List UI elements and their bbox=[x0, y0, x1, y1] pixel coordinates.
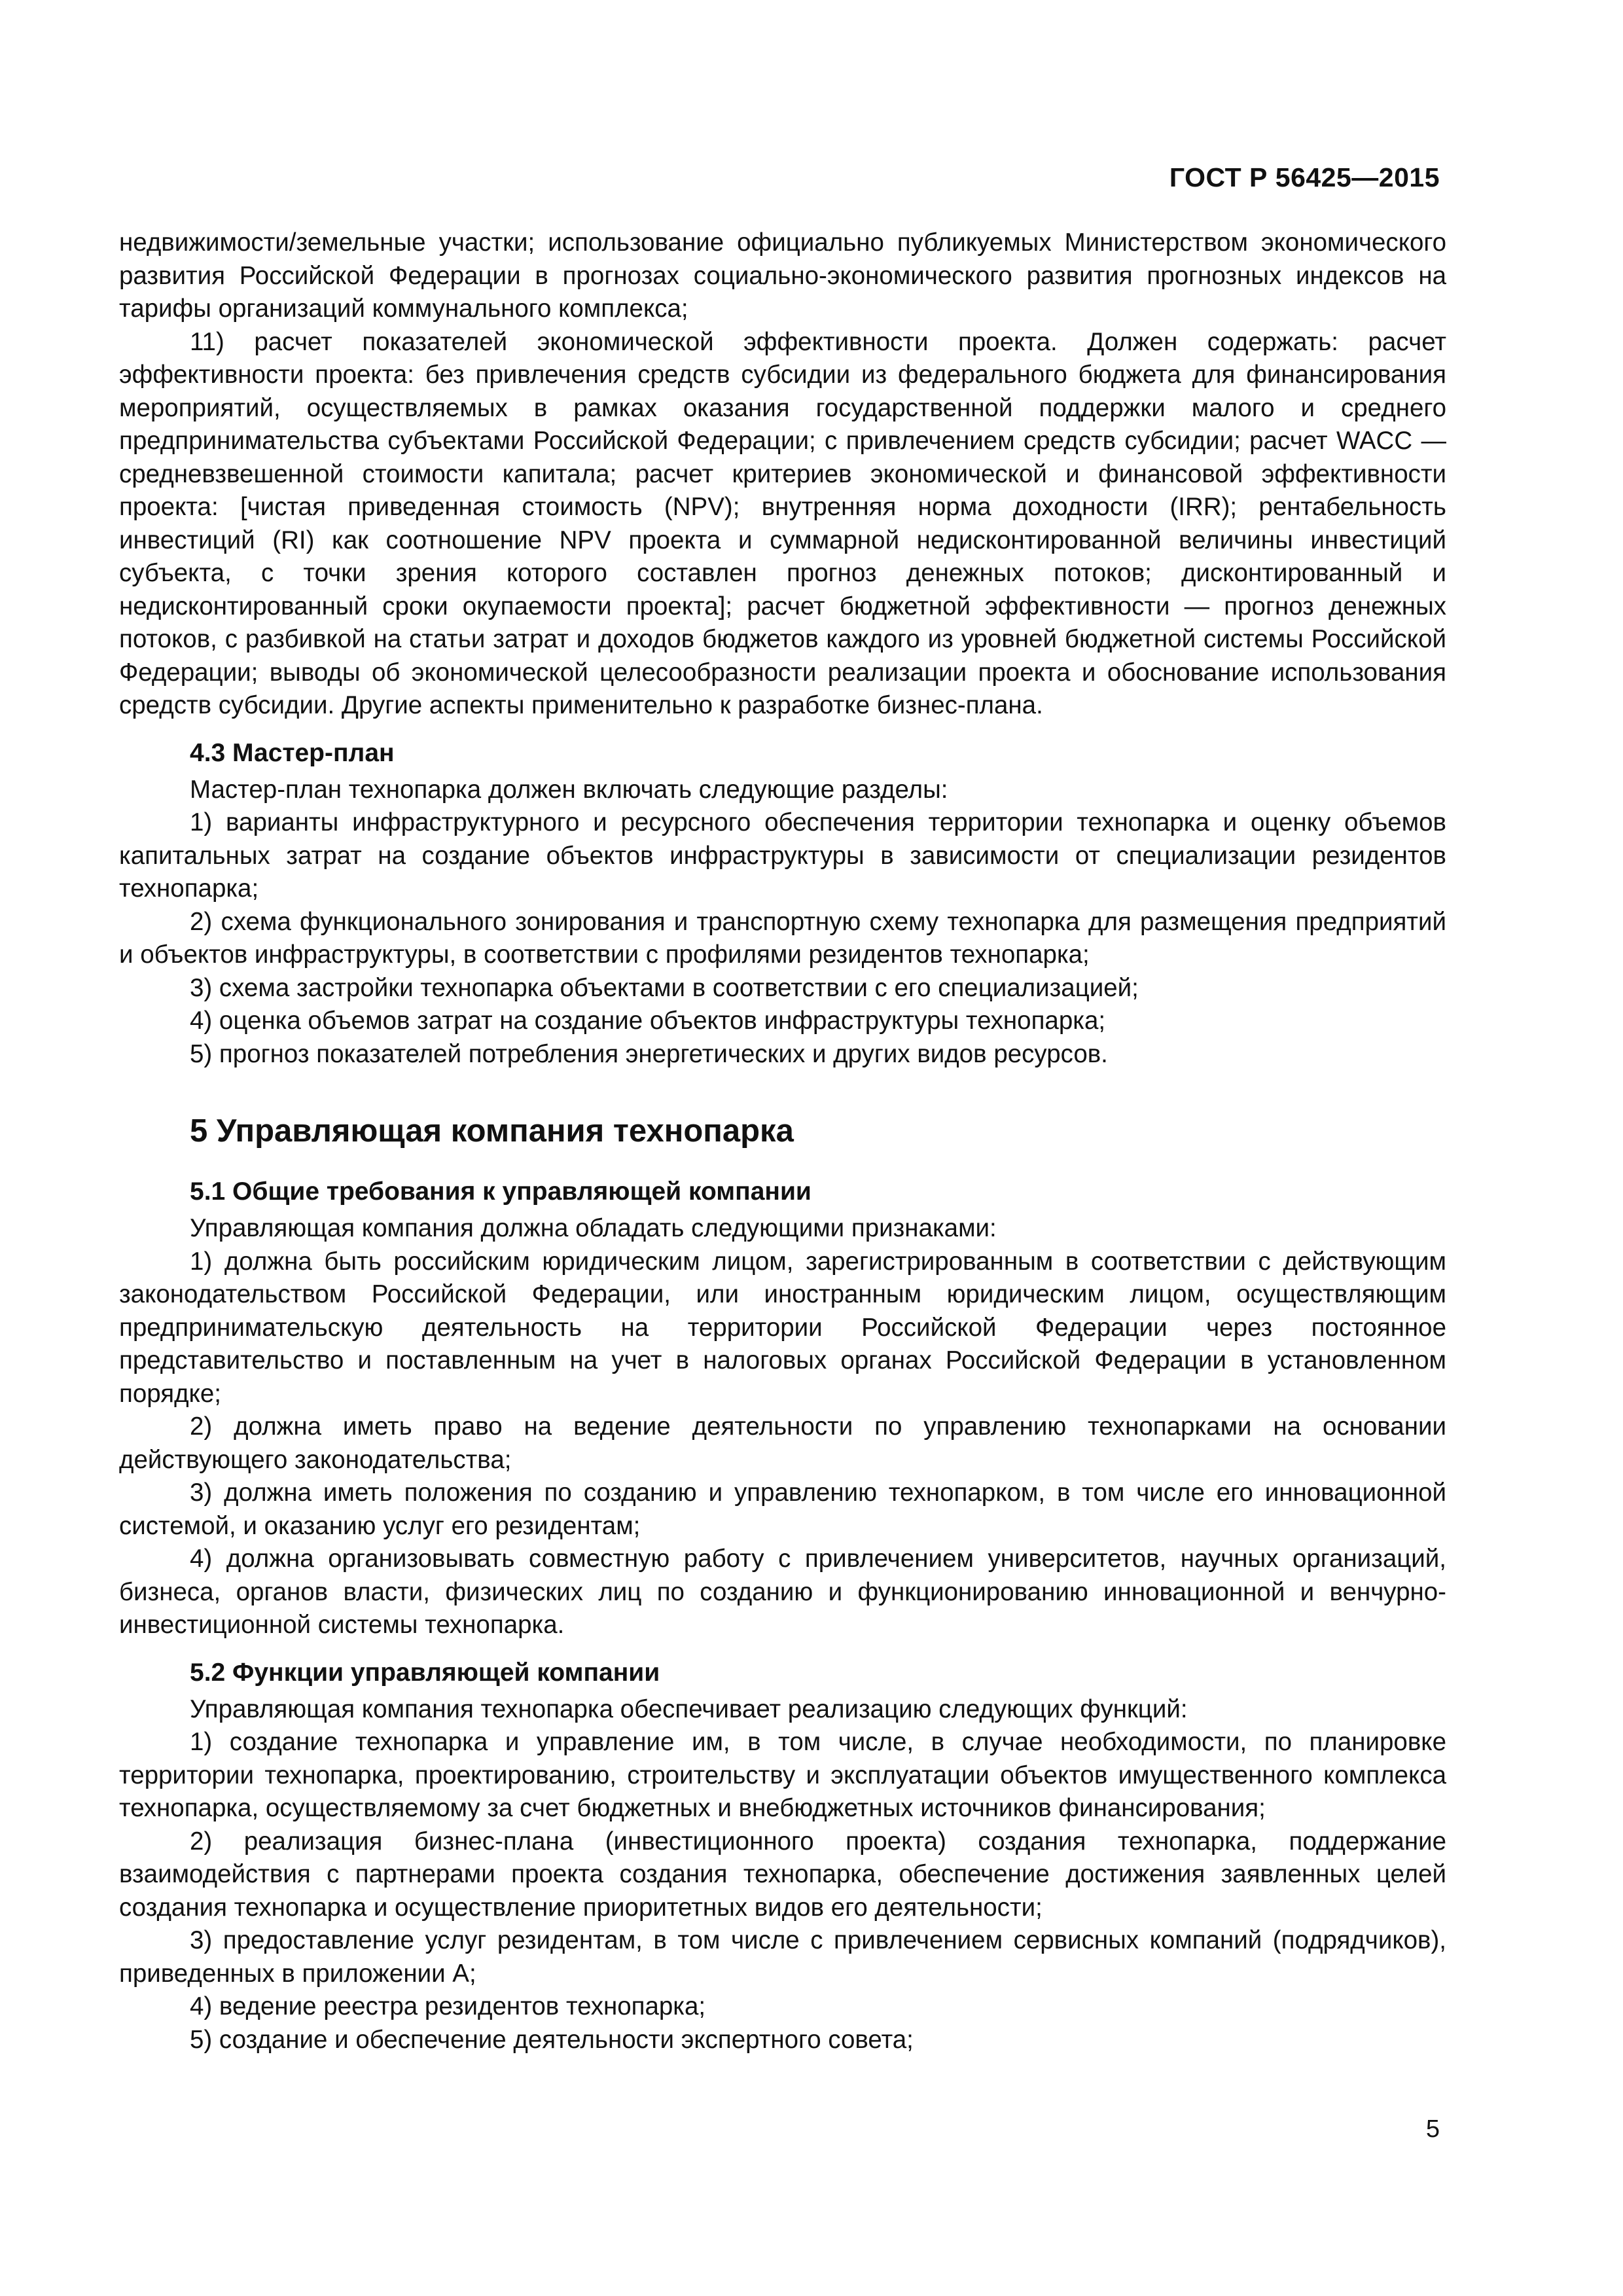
section-5-1-intro: Управляющая компания должна обладать следующими признаками: bbox=[190, 1214, 997, 1242]
document-code-header: ГОСТ Р 56425—2015 bbox=[1169, 162, 1440, 192]
paragraph-item-11: 11) расчет показателей экономической эффективности проекта. Должен содержать: расчет эффективности проекта: без привлечения средств субсидии из федерального бюджета для финансирования мероприятий, осуществляемых в рамках оказания государственной поддержки малого и среднего предпринимательства субъектами Российской Федерации; с привлечением средств субсидии; расчет WACC — средневзвешенной стоимости капитала; расчет критериев экономической и финансовой эффективности проекта: [чистая приведенная стоимость (NPV); внутренняя норма доходности (IRR); рентабельность инвестиций (RI) как соотношение NPV проекта и суммарной недисконтированной величины инвестиций субъекта, с точки зрения которого составлен прогноз денежных потоков; дисконтированный и недисконтированный сроки окупаемости проекта]; расчет бюджетной эффективности — прогноз денежных потоков, с разбивкой на статьи затрат и доходов бюджетов каждого из уровней бюджетной системы Российской Федерации; выводы об экономической целесообразности реализации проекта и обоснование использования средств субсидии. Другие аспекты применительно к разработке бизнес-плана. bbox=[119, 327, 1446, 719]
section-5-2-item: 4) ведение реестра резидентов технопарка; bbox=[190, 1992, 706, 2020]
section-4-3-item: 3) схема застройки технопарка объектами в соответствии с его специализацией; bbox=[190, 973, 1139, 1002]
section-5-1-item: 1) должна быть российским юридическим лицом, зарегистрированным в соответствии с действующим законодательством Российской Федерации, или иностранным юридическим лицом, осуществляющим предпринимательскую деятельность на территории Российской Федерации через постоянное представительство и поставленным на учет в налоговых органах Российской Федерации в установленном порядке; bbox=[119, 1247, 1446, 1408]
page-content bbox=[119, 226, 1446, 2056]
section-4-3-item: 1) варианты инфраструктурного и ресурсного обеспечения территории технопарка и оценку объемов капитальных затрат на создание объектов инфраструктуры в зависимости от специализации резидентов технопарка; bbox=[119, 808, 1446, 903]
section-5-2-item: 1) создание технопарка и управление им, в том числе, в случае необходимости, по планировке территории технопарка, проектированию, строительству и эксплуатации объектов имущественного комплекса технопарка, осуществляемому за счет бюджетных и внебюджетных источников финансирования; bbox=[119, 1728, 1446, 1822]
section-4-3-item: 2) схема функционального зонирования и транспортную схему технопарка для размещения предприятий и объектов инфраструктуры, в соответствии с профилями резидентов технопарка; bbox=[119, 907, 1446, 969]
page-number: 5 bbox=[1425, 2115, 1440, 2143]
section-heading-5-2: 5.2 Функции управляющей компании bbox=[190, 1658, 660, 1687]
section-heading-5: 5 Управляющая компания технопарка bbox=[190, 1113, 794, 1149]
section-5-2-intro: Управляющая компания технопарка обеспечивает реализацию следующих функций: bbox=[190, 1695, 1188, 1723]
section-4-3-item: 4) оценка объемов затрат на создание объектов инфраструктуры технопарка; bbox=[190, 1007, 1106, 1035]
section-5-2-item: 2) реализация бизнес-плана (инвестиционного проекта) создания технопарка, поддержание взаимодействия с партнерами проекта создания технопарка, обеспечение достижения заявленных целей создания технопарка и осуществление приоритетных видов его деятельности; bbox=[119, 1827, 1446, 1922]
section-4-3-item: 5) прогноз показателей потребления энергетических и других видов ресурсов. bbox=[190, 1039, 1108, 1068]
paragraph-continuation: недвижимости/земельные участки; использование официально публикуемых Министерством экономического развития Российской Федерации в прогнозах социально-экономического развития прогнозных индексов на тарифы организаций коммунального комплекса; bbox=[119, 228, 1446, 323]
section-heading-5-1: 5.1 Общие требования к управляющей компании bbox=[190, 1177, 812, 1206]
section-5-2-item: 3) предоставление услуг резидентам, в том числе с привлечением сервисных компаний (подрядчиков), приведенных в приложении А; bbox=[119, 1926, 1446, 1988]
section-5-1-item: 3) должна иметь положения по созданию и управлению технопарком, в том числе его инновационной системой, и оказанию услуг его резидентам; bbox=[119, 1479, 1446, 1540]
section-5-1-item: 4) должна организовывать совместную работу с привлечением университетов, научных организаций, бизнеса, органов власти, физических лиц по созданию и функционированию инновационной и венчурно-инвестиционной системы технопарка. bbox=[119, 1545, 1446, 1639]
section-5-2-item: 5) создание и обеспечение деятельности экспертного совета; bbox=[190, 2025, 914, 2054]
section-5-1-item: 2) должна иметь право на ведение деятельности по управлению технопарками на основании действующего законодательства; bbox=[119, 1412, 1446, 1474]
section-4-3-intro: Мастер-план технопарка должен включать следующие разделы: bbox=[190, 775, 948, 804]
section-heading-4-3: 4.3 Мастер-план bbox=[190, 738, 395, 767]
